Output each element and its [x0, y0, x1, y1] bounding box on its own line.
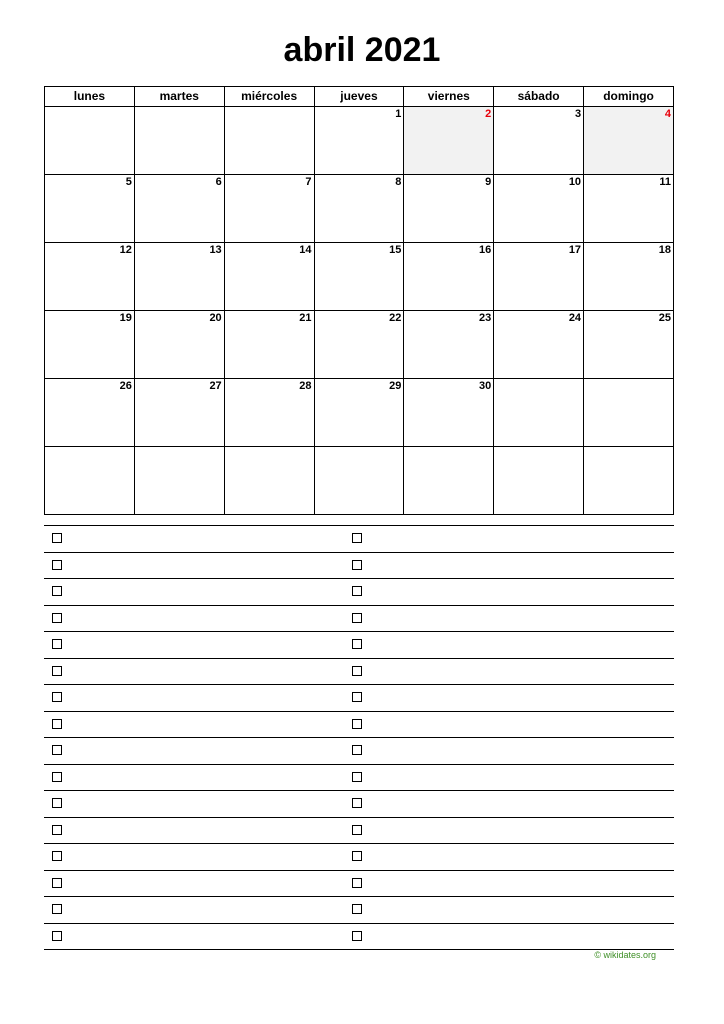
checkbox-icon[interactable] — [352, 851, 362, 861]
weekday-header: sábado — [494, 87, 584, 107]
day-number — [315, 447, 404, 461]
checkbox-icon[interactable] — [352, 745, 362, 755]
checklist-row — [44, 765, 674, 792]
day-cell — [494, 311, 584, 379]
day-number: 7 — [305, 176, 312, 188]
weekday-header: domingo — [584, 87, 674, 107]
day-cell — [134, 107, 224, 175]
day-number: 1 — [395, 108, 402, 120]
checkbox-icon[interactable] — [52, 719, 62, 729]
checkbox-icon[interactable] — [52, 586, 62, 596]
checkbox-icon[interactable] — [52, 851, 62, 861]
day-number: 29 — [389, 380, 402, 392]
day-number — [45, 107, 134, 121]
day-cell — [134, 379, 224, 447]
day-cell — [134, 175, 224, 243]
day-cell — [584, 447, 674, 515]
day-cell — [45, 243, 135, 311]
day-number — [135, 447, 224, 461]
day-cell — [584, 379, 674, 447]
day-number — [494, 379, 583, 393]
checklist-row — [44, 818, 674, 845]
day-number: 15 — [389, 244, 402, 256]
day-number: 23 — [478, 312, 492, 324]
checkbox-icon[interactable] — [352, 639, 362, 649]
day-cell — [314, 175, 404, 243]
checklist-row — [44, 924, 674, 951]
checkbox-icon[interactable] — [352, 878, 362, 888]
day-number: 28 — [299, 380, 312, 392]
weekday-header: viernes — [404, 87, 494, 107]
day-number: 24 — [568, 312, 582, 324]
checkbox-icon[interactable] — [352, 666, 362, 676]
day-cell — [584, 243, 674, 311]
day-cell — [404, 379, 494, 447]
checkbox-icon[interactable] — [352, 931, 362, 941]
day-number: 19 — [119, 312, 132, 324]
day-cell — [224, 243, 314, 311]
day-cell — [584, 107, 674, 175]
day-number — [584, 447, 673, 461]
day-number: 30 — [478, 380, 492, 392]
day-cell — [224, 107, 314, 175]
day-cell — [45, 379, 135, 447]
day-number: 4 — [664, 108, 671, 120]
day-number — [494, 447, 583, 461]
weekday-header-row — [45, 87, 674, 107]
weekday-header: martes — [134, 87, 224, 107]
day-cell — [314, 447, 404, 515]
checklist-row — [44, 871, 674, 898]
day-number: 14 — [299, 244, 312, 256]
day-number: 13 — [209, 244, 222, 256]
day-cell — [45, 175, 135, 243]
day-cell — [404, 447, 494, 515]
day-cell — [224, 447, 314, 515]
checklist-row — [44, 526, 674, 553]
day-cell — [494, 379, 584, 447]
day-number: 18 — [658, 244, 671, 256]
credit-text: © wikidates.org — [594, 950, 656, 960]
day-number: 17 — [568, 244, 582, 256]
calendar-week-row — [45, 175, 674, 243]
checklist-row — [44, 632, 674, 659]
checkbox-icon[interactable] — [52, 931, 62, 941]
checkbox-icon[interactable] — [52, 639, 62, 649]
day-number: 25 — [658, 312, 671, 324]
day-number — [225, 107, 314, 121]
checkbox-icon[interactable] — [52, 745, 62, 755]
day-cell — [404, 107, 494, 175]
day-number — [225, 447, 314, 461]
day-number: 20 — [209, 312, 222, 324]
day-number — [45, 447, 134, 461]
day-number: 2 — [485, 108, 492, 120]
day-number: 8 — [395, 176, 402, 188]
checklist-row — [44, 659, 674, 686]
checklist-row — [44, 579, 674, 606]
checkbox-icon[interactable] — [52, 798, 62, 808]
calendar-week-row — [45, 311, 674, 379]
day-number: 16 — [478, 244, 492, 256]
checklist-row — [44, 844, 674, 871]
checklist-row — [44, 553, 674, 580]
checkbox-icon[interactable] — [352, 586, 362, 596]
checkbox-icon[interactable] — [352, 692, 362, 702]
day-cell — [404, 175, 494, 243]
day-cell — [494, 243, 584, 311]
day-cell — [494, 175, 584, 243]
calendar-week-row — [45, 379, 674, 447]
checkbox-icon[interactable] — [52, 904, 62, 914]
day-cell — [314, 379, 404, 447]
day-cell — [224, 311, 314, 379]
day-cell — [134, 311, 224, 379]
day-number: 11 — [659, 176, 671, 188]
checkbox-icon[interactable] — [52, 825, 62, 835]
day-number: 22 — [389, 312, 402, 324]
day-cell — [134, 243, 224, 311]
day-number: 3 — [574, 108, 582, 120]
checklist — [44, 525, 674, 950]
checkbox-icon[interactable] — [352, 798, 362, 808]
day-cell — [584, 311, 674, 379]
calendar-week-row — [45, 243, 674, 311]
day-cell — [584, 175, 674, 243]
day-cell — [494, 107, 584, 175]
checkbox-icon[interactable] — [52, 533, 62, 543]
day-cell — [314, 243, 404, 311]
checkbox-icon[interactable] — [352, 772, 362, 782]
checklist-row — [44, 712, 674, 739]
day-cell — [45, 311, 135, 379]
day-number: 5 — [125, 176, 132, 188]
checkbox-icon[interactable] — [352, 533, 362, 543]
weekday-header: miércoles — [224, 87, 314, 107]
checkbox-icon[interactable] — [352, 613, 362, 623]
day-cell — [404, 243, 494, 311]
checkbox-icon[interactable] — [52, 666, 62, 676]
day-number: 12 — [119, 244, 132, 256]
page-title: abril 2021 — [283, 31, 441, 69]
checkbox-icon[interactable] — [352, 904, 362, 914]
day-number: 26 — [119, 380, 132, 392]
day-number — [584, 379, 673, 393]
checkbox-icon[interactable] — [52, 692, 62, 702]
day-number — [404, 447, 493, 461]
checkbox-icon[interactable] — [352, 825, 362, 835]
day-number — [135, 107, 224, 121]
checklist-row — [44, 791, 674, 818]
checkbox-icon[interactable] — [352, 560, 362, 570]
day-cell — [224, 175, 314, 243]
calendar-week-row — [45, 447, 674, 515]
checkbox-icon[interactable] — [52, 560, 62, 570]
day-number: 21 — [299, 312, 312, 324]
day-cell — [314, 107, 404, 175]
checkbox-icon[interactable] — [52, 878, 62, 888]
day-number: 9 — [485, 176, 492, 188]
day-cell — [404, 311, 494, 379]
checklist-row — [44, 738, 674, 765]
weekday-header: lunes — [45, 87, 135, 107]
day-cell — [45, 447, 135, 515]
checklist-row — [44, 685, 674, 712]
calendar-grid — [44, 86, 674, 515]
day-number: 6 — [215, 176, 222, 188]
checklist-row — [44, 897, 674, 924]
weekday-header: jueves — [314, 87, 404, 107]
day-cell — [45, 107, 135, 175]
checklist-row — [44, 606, 674, 633]
day-cell — [494, 447, 584, 515]
checkbox-icon[interactable] — [352, 719, 362, 729]
checkbox-icon[interactable] — [52, 772, 62, 782]
day-cell — [134, 447, 224, 515]
day-number: 10 — [568, 176, 582, 188]
day-cell — [224, 379, 314, 447]
day-number: 27 — [209, 380, 222, 392]
calendar-week-row — [45, 107, 674, 175]
day-cell — [314, 311, 404, 379]
checkbox-icon[interactable] — [52, 613, 62, 623]
